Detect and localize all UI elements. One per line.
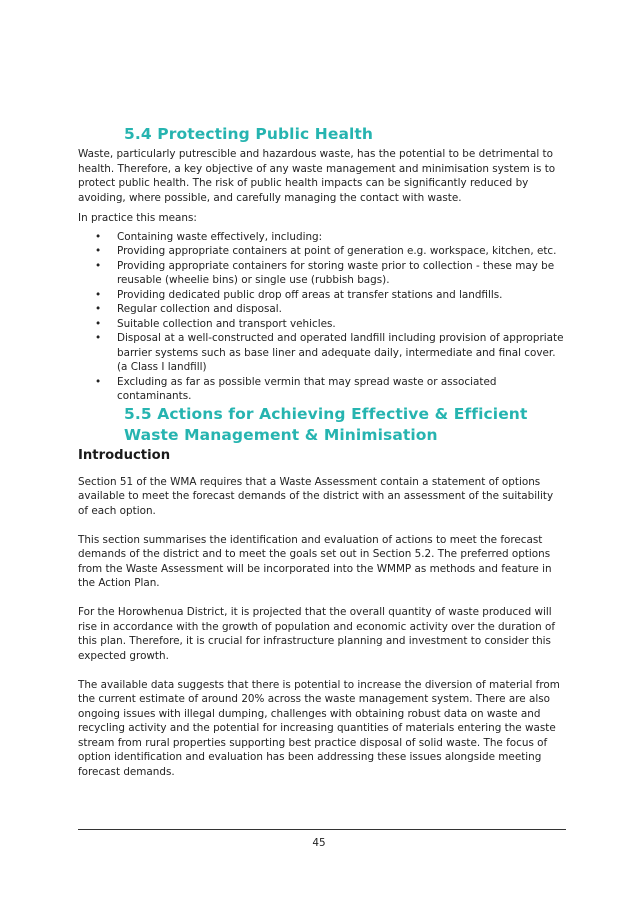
section-5-4-intro: Waste, particularly putrescible and hazardous waste, has the potential to be detrimental to health. Therefore, a key objective of any waste management and minimisation system is to protect public health. The risk of public health impacts can be significantly reduced by avoiding, where possible, and carefully managing the contact with waste. (78, 148, 556, 204)
introduction-subheading: Introduction (78, 447, 171, 463)
bullet-item: • Excluding as far as possible vermin that may spread waste or associated contaminants. (95, 375, 497, 402)
bullet-icon: • (95, 303, 102, 315)
bullet-item: • Providing appropriate containers at point of generation e.g. workspace, kitchen, etc. (95, 245, 557, 257)
bullet-icon: • (95, 259, 102, 272)
paragraph: Section 51 of the WMA requires that a Waste Assessment contain a statement of options available to meet the forecast demands of the district with an assessment of the suitability of each option. (78, 475, 554, 517)
paragraph: For the Horowhenua District, it is projected that the overall quantity of waste produced will rise in accordance with the growth of population and economic activity over the duration of this plan. Therefore, it is crucial for infrastructure planning and investment to consider this expected growth. (78, 606, 556, 662)
page-number: 45 (312, 837, 326, 849)
page-content (78, 124, 565, 794)
section-5-4-heading: 5.4 Protecting Public Health (124, 125, 374, 143)
footer-divider (78, 829, 566, 830)
bullet-item: • Providing appropriate containers for storing waste prior to collection - these may be reusable (wheelie bins) or single use (rubbish bags). (95, 259, 555, 286)
bullet-icon: • (95, 288, 102, 301)
bullet-icon: • (95, 245, 102, 257)
public-health-bullet-list (78, 230, 565, 404)
bullet-item: • Suitable collection and transport vehicles. (95, 317, 336, 330)
bullet-icon: • (95, 317, 102, 330)
bullet-item: • Providing dedicated public drop off areas at transfer stations and landfills. (95, 288, 503, 301)
bullet-item: • Regular collection and disposal. (95, 303, 282, 315)
section-5-5-heading: 5.5 Actions for Achieving Effective & Efficient Waste Management & Minimisation (124, 404, 528, 444)
bullet-icon: • (95, 230, 102, 243)
paragraph: The available data suggests that there is potential to increase the diversion of material from the current estimate of around 20% across the waste management system. There are also ongoing issues with illegal dumping, challenges with obtaining robust data on waste and recycling activity and the potential for increasing quantities of materials entering the waste stream from rural properties supporting best practice disposal of solid waste. The focus of option identification and evaluation has been addressing these issues alongside meeting forecast demands. (78, 678, 560, 778)
bullet-item: • Containing waste effectively, including: (95, 230, 323, 243)
bullet-item: • Disposal at a well-constructed and operated landfill including provision of appropriate barrier systems such as base liner and adequate daily, intermediate and final cover. (a Class I landfill) (95, 332, 564, 373)
paragraph: This section summarises the identification and evaluation of actions to meet the forecast demands of the district and to meet the goals set out in Section 5.2. The preferred options from the Waste Assessment will be incorporated into the WMMP as methods and feature in the Action Plan. (78, 533, 552, 589)
bullet-icon: • (95, 375, 102, 388)
section-5-4-lead: In practice this means: (78, 212, 197, 224)
bullet-icon: • (95, 332, 102, 344)
